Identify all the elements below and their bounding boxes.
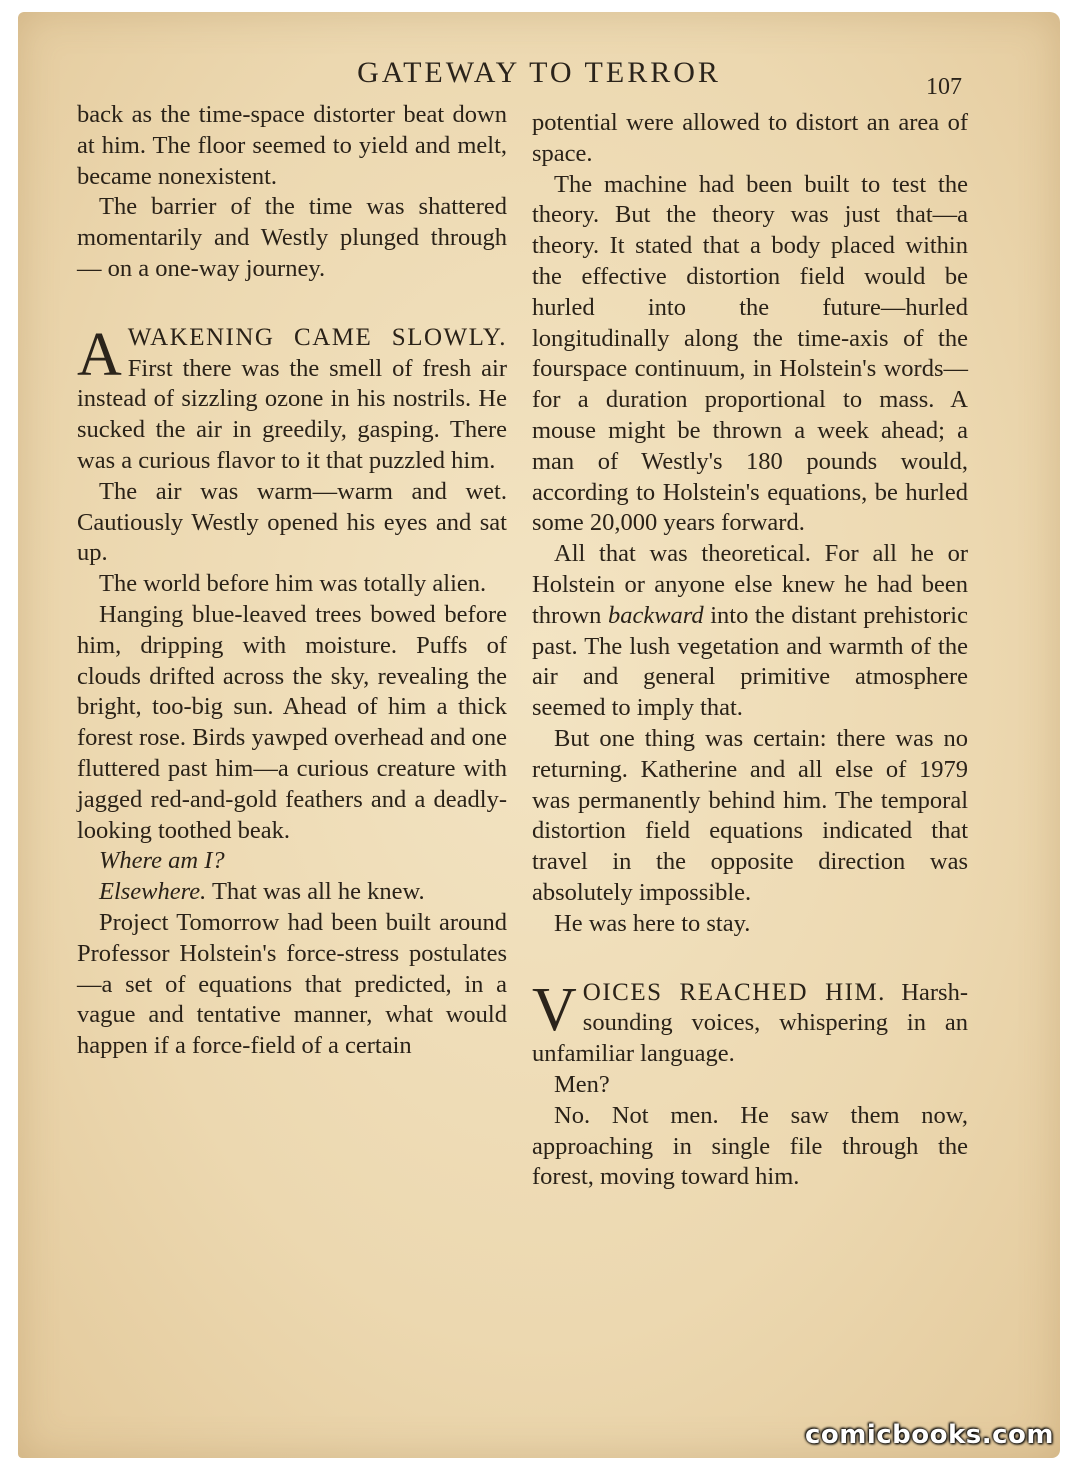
paragraph: Project Tomorrow had been built around Professor Holstein's force-stress postulates—a set of equations that predicted, in a vague and tentative manner, what would happen if a force-field of a certain bbox=[77, 908, 507, 1060]
section-break bbox=[532, 940, 968, 978]
left-column bbox=[77, 100, 507, 1062]
lead-in-caps: WAKENING CAME SLOWLY. bbox=[127, 323, 507, 351]
paragraph: Men? bbox=[554, 1070, 610, 1098]
paragraph-text: into the distant prehistoric past. The lush vegetation and warmth of the air and general primitive atmosphere seemed to imply that. bbox=[532, 601, 968, 722]
paragraph: The air was warm—warm and wet. Cautiously Westly opened his eyes and sat up. bbox=[77, 477, 507, 567]
right-column bbox=[532, 108, 968, 1193]
paragraph: But one thing was certain: there was no returning. Katherine and all else of 1979 was permanently behind him. The temporal distortion field equations indicated that travel in the opposite direction was absolutely impossible. bbox=[532, 724, 968, 906]
paragraph-text: All that was theoretical. For all he or Holstein or anyone else knew he had been thrown bbox=[532, 540, 968, 629]
paragraph: potential were allowed to distort an area of space. bbox=[532, 109, 968, 167]
italic-word: backward bbox=[607, 601, 704, 629]
paragraph: back as the time-space distorter beat down at him. The floor seemed to yield and melt, became nonexistent. bbox=[77, 101, 507, 190]
paragraph-text: Harsh-sounding voices, whispering in an unfamiliar language. bbox=[532, 978, 968, 1068]
paragraph: The machine had been built to test the theory. But the theory was just that—a theory. It stated that a body placed within the effective distortion field would be hurled into the future—hurled longitudinally along the time-axis of the fourspace continuum, in Holstein's words—for a duration proportional to mass. A mouse might be thrown a week ahead; a man of Westly's 180 pounds would, according to Holstein's equations, be hurled some 20,000 years forward. bbox=[532, 170, 968, 537]
section-opening-paragraph bbox=[77, 320, 507, 477]
section-opening-paragraph bbox=[532, 975, 968, 1070]
paragraph bbox=[532, 539, 968, 724]
paragraph: He was here to stay. bbox=[554, 909, 751, 937]
site-watermark: comicbooks.com bbox=[804, 1420, 1054, 1450]
running-header-title: GATEWAY TO TERROR bbox=[357, 56, 721, 89]
magazine-page bbox=[18, 12, 1060, 1458]
section-break bbox=[77, 285, 507, 323]
italic-thought: Where am I? bbox=[99, 847, 225, 875]
paragraph-text: First there was the smell of fresh air instead of sizzling ozone in his nostrils. He sucked the air in greedily, gasping. There was a curious flavor to it that puzzled him. bbox=[77, 354, 507, 474]
page-number: 107 bbox=[926, 74, 962, 100]
paragraph: The barrier of the time was shattered momentarily and Westly plunged through — on a one-way journey. bbox=[77, 193, 507, 282]
paragraph: No. Not men. He saw them now, approaching in single file through the forest, moving toward him. bbox=[532, 1101, 968, 1191]
paragraph-text: That was all he knew. bbox=[206, 878, 425, 906]
drop-cap: A bbox=[77, 320, 122, 389]
italic-word: Elsewhere. bbox=[99, 878, 207, 906]
drop-cap: V bbox=[532, 975, 577, 1044]
lead-in-caps: OICES REACHED HIM. bbox=[582, 978, 886, 1006]
paragraph bbox=[77, 877, 507, 908]
paragraph: The world before him was totally alien. bbox=[99, 570, 487, 598]
paragraph: Hanging blue-leaved trees bowed before him, dripping with moisture. Puffs of clouds drifted across the sky, revealing the bright, too-big sun. Ahead of him a thick forest rose. Birds yawped overhead and one fluttered past him—a curious creature with jagged red-and-gold feathers and a deadly-looking toothed beak. bbox=[77, 600, 507, 844]
